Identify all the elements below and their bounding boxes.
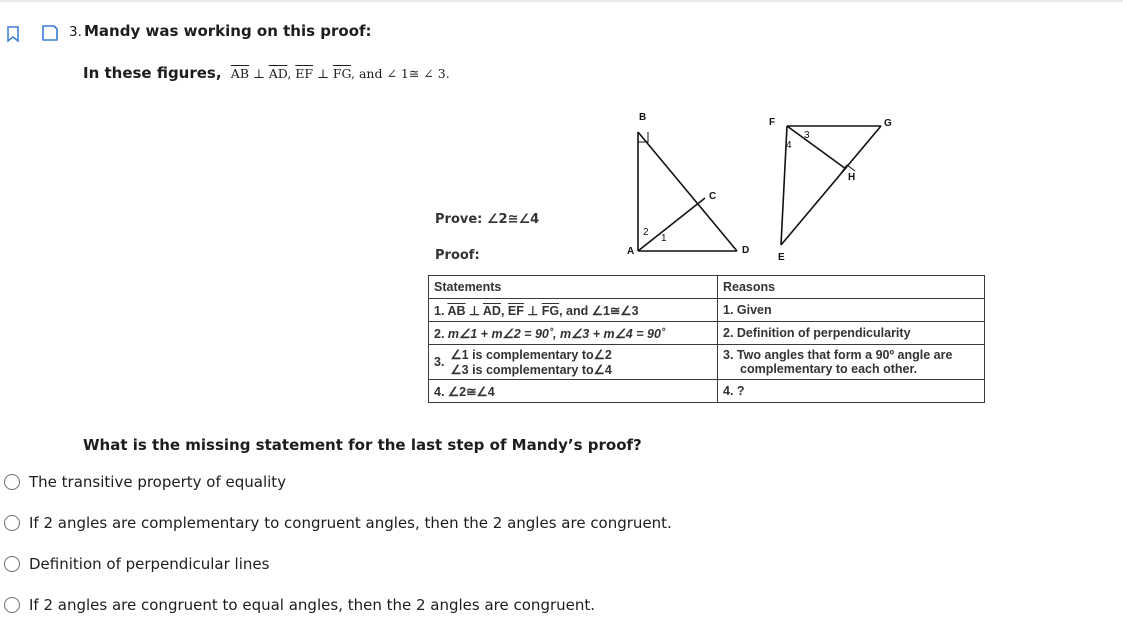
label-angle-4: 4 bbox=[786, 140, 792, 151]
label-angle-1: 1 bbox=[661, 233, 667, 244]
bookmark-icon[interactable] bbox=[6, 26, 20, 47]
triangle-abd bbox=[638, 132, 737, 251]
label-d: D bbox=[742, 245, 750, 256]
label-angle-3: 3 bbox=[804, 130, 810, 141]
statements-header: Statements bbox=[429, 276, 718, 299]
answer-option-2[interactable] bbox=[4, 514, 672, 532]
option-label: Definition of perpendicular lines bbox=[29, 555, 270, 573]
table-row bbox=[429, 345, 985, 380]
table-header-row bbox=[429, 276, 985, 299]
proof-table bbox=[428, 275, 985, 403]
table-row bbox=[429, 380, 985, 403]
top-divider bbox=[0, 0, 1123, 2]
radio-button[interactable] bbox=[4, 474, 20, 490]
reason-1: 1. Given bbox=[718, 299, 985, 322]
label-a: A bbox=[627, 246, 635, 257]
reasons-header: Reasons bbox=[718, 276, 985, 299]
answer-option-4[interactable] bbox=[4, 596, 595, 614]
radio-button[interactable] bbox=[4, 597, 20, 613]
option-label: If 2 angles are congruent to equal angles, then the 2 angles are congruent. bbox=[29, 596, 596, 614]
table-row bbox=[429, 299, 985, 322]
question-prompt: What is the missing statement for the last step of Mandy’s proof? bbox=[83, 436, 642, 454]
label-b: B bbox=[639, 112, 647, 123]
given-math: AB ⊥ AD, EF ⊥ FG, and ∠ 1≅ ∠ 3. bbox=[230, 66, 450, 81]
prove-statement: Prove: ∠2≅∠4 bbox=[435, 212, 540, 227]
geometry-figure bbox=[424, 108, 904, 268]
statement-4: 4. ∠2≅∠4 bbox=[429, 380, 718, 403]
answer-option-1[interactable] bbox=[4, 473, 286, 491]
radio-button[interactable] bbox=[4, 556, 20, 572]
label-g: G bbox=[884, 118, 892, 129]
proof-label: Proof: bbox=[435, 248, 480, 263]
option-label: The transitive property of equality bbox=[29, 473, 287, 491]
statement-1: 1. AB ⊥ AD, EF ⊥ FG, and ∠1≅∠3 bbox=[429, 299, 718, 322]
question-number: 3. bbox=[69, 24, 82, 40]
given-label: In these figures, bbox=[83, 64, 222, 82]
label-f: F bbox=[769, 117, 776, 128]
reason-4: 4. ? bbox=[718, 380, 985, 403]
label-e: E bbox=[778, 252, 785, 263]
question-title: Mandy was working on this proof: bbox=[84, 22, 372, 40]
answer-option-3[interactable] bbox=[4, 555, 269, 573]
triangle-efg bbox=[781, 126, 881, 245]
table-row bbox=[429, 322, 985, 345]
statement-2: 2. m∠1 + m∠2 = 90˚, m∠3 + m∠4 = 90˚ bbox=[429, 322, 718, 345]
label-h: H bbox=[848, 172, 856, 183]
flag-icon[interactable] bbox=[41, 24, 59, 46]
option-label: If 2 angles are complementary to congruent angles, then the 2 angles are congruent. bbox=[29, 514, 672, 532]
reason-2: 2. Definition of perpendicularity bbox=[718, 322, 985, 345]
label-c: C bbox=[709, 191, 717, 202]
given-statement bbox=[83, 64, 450, 82]
statement-3: 3. ∠1 is complementary to∠2 ∠3 is complementary to∠4 bbox=[429, 345, 718, 380]
radio-button[interactable] bbox=[4, 515, 20, 531]
reason-3: 3. Two angles that form a 90º angle are complementary to each other. bbox=[718, 345, 985, 380]
label-angle-2: 2 bbox=[643, 227, 649, 238]
